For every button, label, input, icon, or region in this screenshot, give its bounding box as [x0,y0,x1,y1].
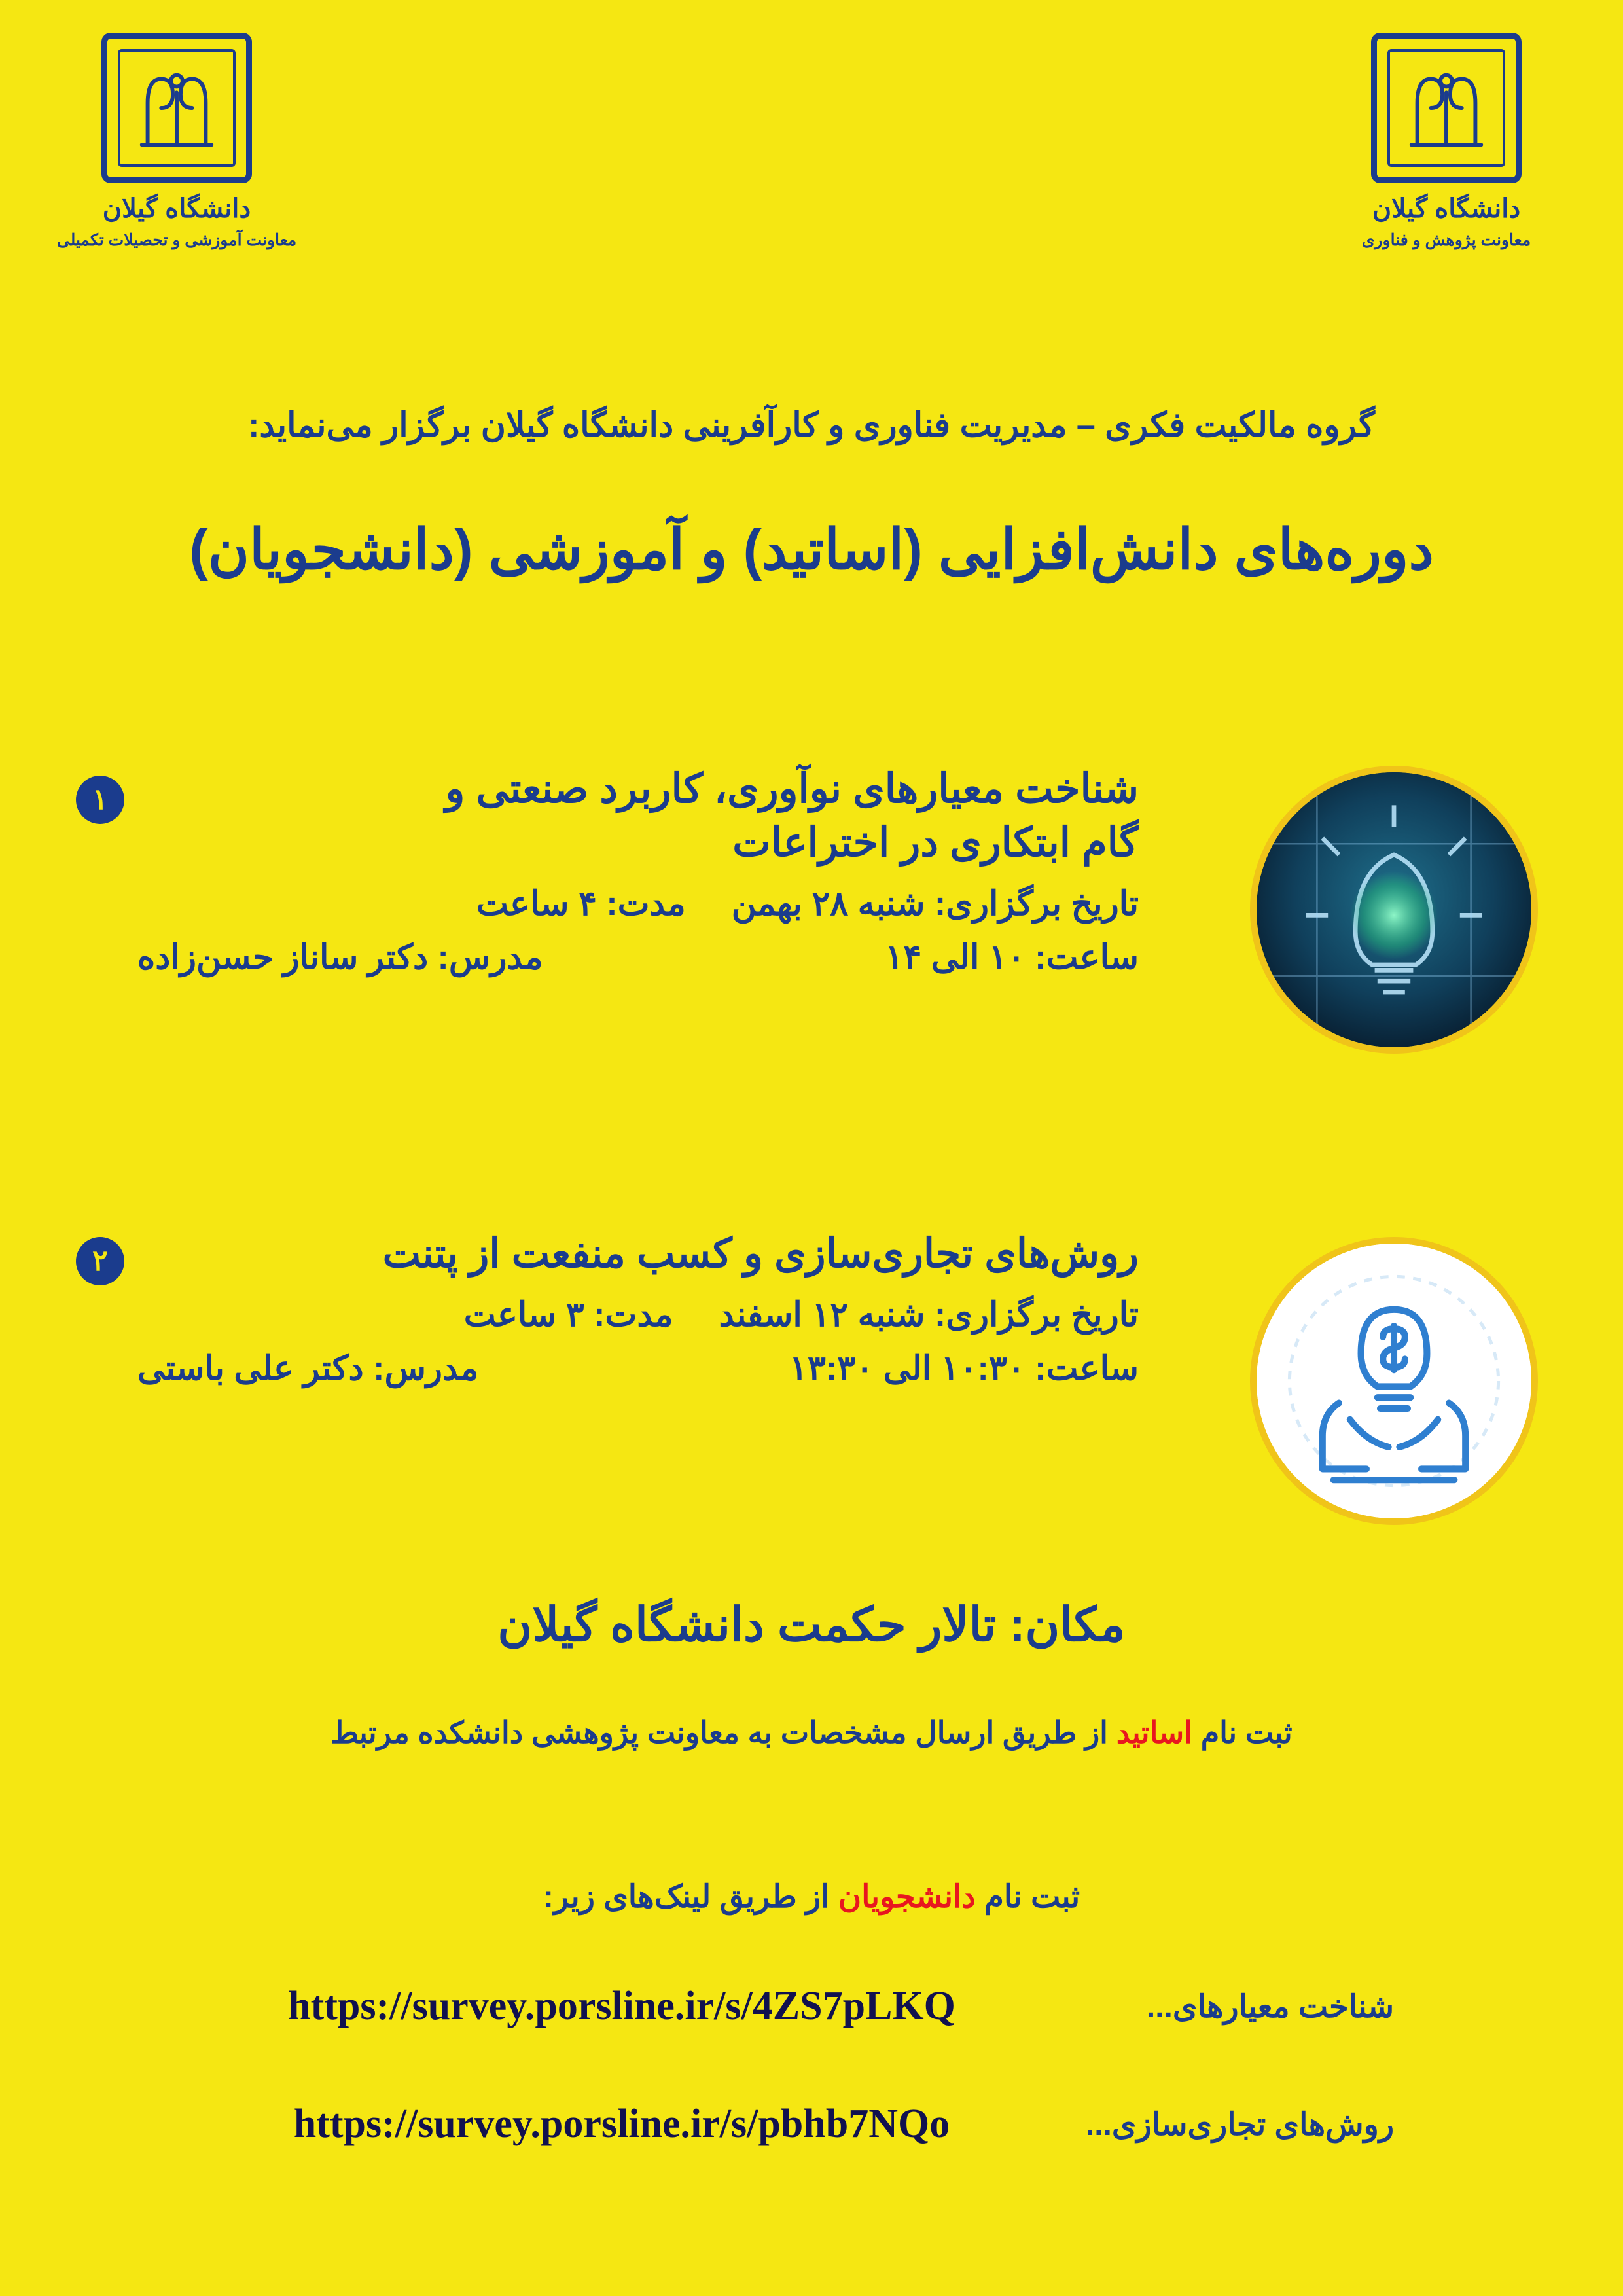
course-1-title-line2: گام ابتکاری در اختراعات [732,819,1139,865]
university-crest-icon [1371,33,1522,183]
course-2-time-instructor [137,1349,1139,1388]
registration-link-row-2 [0,2101,1623,2147]
student-reg-highlight: دانشجویان [838,1880,976,1914]
course-1-time-instructor [137,938,1139,977]
link-2-label: روش‌های تجاری‌سازی... [1085,2107,1394,2142]
course-1-details [137,762,1139,977]
lightbulb-photo-icon [1257,772,1531,1047]
university-logo-right [1289,33,1603,250]
course-1-title-line1: شناخت معیارهای نوآوری، کاربرد صنعتی و [445,766,1139,812]
organizer-line: گروه مالکیت فکری – مدیریت فناوری و کارآفرینی دانشگاه گیلان برگزار می‌نماید: [248,406,1375,444]
faculty-reg-suffix: از طریق ارسال مشخصات به معاونت پژوهشی دانشکده مرتبط [330,1715,1116,1749]
logo-right-subtitle: معاونت پژوهش و فناوری [1361,231,1531,249]
venue-line: مکان: تالار حکمت دانشگاه گیلان [497,1599,1126,1651]
course-2-date-duration [137,1295,1139,1335]
logo-left-title: دانشگاه گیلان [102,194,251,223]
faculty-registration-note [0,1715,1623,1750]
link-2-url[interactable]: https://survey.porsline.ir/s/pbhb7NQo [293,2102,950,2146]
gilan-university-emblem-icon [128,60,225,156]
university-logo-left [20,33,334,250]
student-reg-suffix: از طریق لینک‌های زیر: [543,1880,838,1914]
course-1-thumbnail [1250,766,1538,1054]
course-1-duration: مدت: ۴ ساعت [476,884,686,923]
student-registration-note [0,1878,1623,1915]
course-2-time: ساعت: ۱۰:۳۰ الی ۱۳:۳۰ [789,1349,1139,1388]
course-2-thumbnail [1250,1237,1538,1525]
poster-header [0,0,1623,327]
course-2-details [137,1227,1139,1388]
link-1-label: شناخت معیارهای... [1146,1989,1394,2024]
link-1-url[interactable]: https://survey.porsline.ir/s/4ZS7pLKQ [288,1984,955,2028]
course-2-duration: مدت: ۳ ساعت [463,1295,673,1334]
student-reg-prefix: ثبت نام [975,1880,1080,1914]
course-1-instructor: مدرس: دکتر ساناز حسن‌زاده [137,938,543,977]
course-1-date: تاریخ برگزاری: شنبه ۲۸ بهمن [731,884,1139,923]
page-title: دوره‌های دانش‌افزایی (اساتید) و آموزشی (دانشجویان) [189,518,1434,581]
course-number-badge: ۲ [76,1237,124,1285]
course-number-badge: ۱ [76,776,124,824]
faculty-reg-prefix: ثبت نام [1192,1715,1293,1749]
gilan-university-emblem-icon [1398,60,1495,156]
course-2-instructor: مدرس: دکتر علی باستی [137,1349,479,1388]
course-1-date-duration [137,884,1139,924]
registration-link-row-1 [0,1983,1623,2030]
course-item-1 [0,746,1623,1113]
course-2-date: تاریخ برگزاری: شنبه ۱۲ اسفند [719,1295,1139,1334]
logo-left-subtitle: معاونت آموزشی و تحصیلات تکمیلی [56,231,297,249]
course-2-title-line1: روش‌های تجاری‌سازی و کسب منفعت از پتنت [382,1231,1139,1276]
university-crest-icon [101,33,252,183]
logo-right-title: دانشگاه گیلان [1372,194,1521,223]
course-item-2 [0,1230,1623,1597]
faculty-reg-highlight: اساتید [1116,1715,1192,1749]
course-1-time: ساعت: ۱۰ الی ۱۴ [885,938,1139,977]
hands-holding-dollar-bulb-icon [1257,1244,1531,1518]
